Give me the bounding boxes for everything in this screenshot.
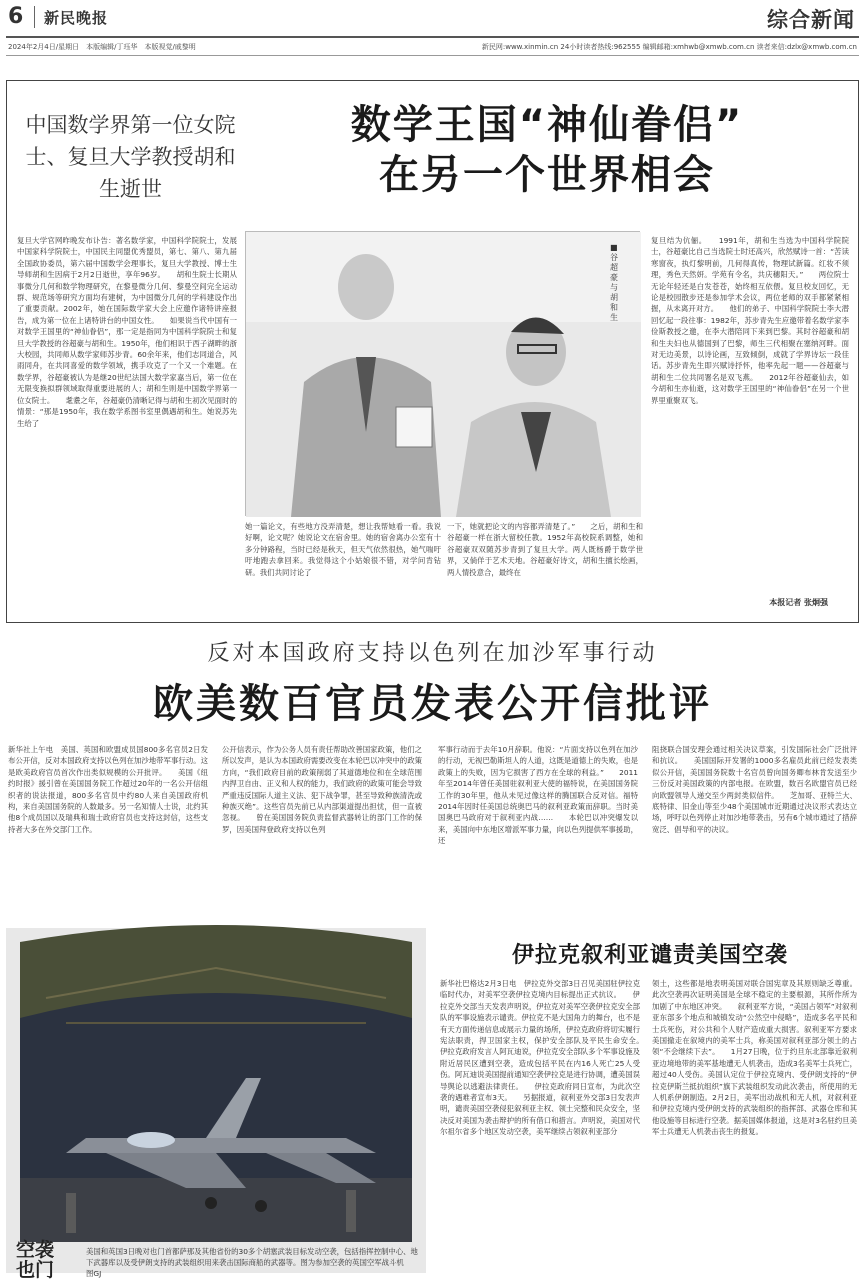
story2-headline: 欧美数百官员发表公开信批评 bbox=[153, 681, 712, 727]
header-rule-thin bbox=[6, 55, 859, 56]
story2-column-3: 军事行动而于去年10月辞职。他说：“片面支持以色列在加沙的行动，无视巴勒斯坦人的人道，这既是道德上的失败，也是政策上的失败，因为它损害了西方在全球的利益。” 2011年至2014年曾任美国驻叙利亚大使的福特说，在美国国务院工作的30年里，他从未见过像这样的腾国联合反对信。福特2014年因时任美国总统奥巴马的叙利亚政策而辞职。当时美国奥巴马政府对于叙利亚内战…… 本轮巴以冲突爆发以来，美国向中东地区增派军事力量，向以色列提供军事援助，还 bbox=[438, 745, 638, 846]
story1-headline-line1: 数学王国“神仙眷侣” bbox=[350, 102, 744, 148]
paper-name: 新民晚报 bbox=[44, 9, 109, 27]
story2-kicker: 反对本国政府支持以色列在加沙军事行动 bbox=[207, 641, 658, 666]
story3-headline: 伊拉克叙利亚谴责美国空袭 bbox=[511, 943, 788, 968]
fighter-photo-caption: 美国和英国3日晚对也门首都萨那及其他省份的30多个胡塞武装目标发动空袭，包括指挥控制中心、地下武器库以及受伊朗支持的武装组织用来袭击国际商船的武器等。图为参加空袭的英国空军战斗机 图GJ bbox=[86, 1247, 426, 1278]
header-divider bbox=[34, 6, 35, 28]
edition-meta: 2024年2月4日/星期日 本版编辑/丁珏华 本版视觉/戚黎明 bbox=[8, 43, 196, 51]
couple-photo-illustration bbox=[246, 232, 641, 517]
story-hu-hesheng bbox=[6, 80, 859, 623]
story2-column-2: 公开信表示，作为公务人员有责任帮助改善国家政策，他们之所以发声，是认为本国政府需要改变在本轮巴以冲突中的政策方向，“我们政府目前的政策削弱了其道德地位和在全球范围内捍卫自由、正义和人权的能力，我们政府的政策可能会导致严重违反国际人道主义法、犯下战争罪，甚至导致种族清洗或种族灭绝”。这些官员先前已从内部渠道提出担忧，但一直被忽视。 曾在美国国务院负责监督武器转让的部门工作的保罗，因美国拜登政府支持以色列 bbox=[222, 745, 422, 834]
story2-column-4: 阻挠联合国安理会通过相关决议草案，引发国际社会广泛批评和抗议。 美国国际开发署的1000多名雇员此前已经发表类似公开信，美国国务院数十名官员曾向国务卿布林肯发送至少三份反对美国政策的内部电报。在欧盟，数百名欧盟官员已经向欧盟领导人递交至少两封类似信件。 芝加哥、亚特兰大、底特律、旧金山等至少48个美国城市近期通过决议形式表达立场，呼吁以色列停止对加沙地带袭击，另有6个城市通过了措辞宽泛、倡导和平的决议。 bbox=[652, 745, 857, 834]
story1-kicker: 中国数学界第一位女院士、复旦大学教授胡和生逝世 bbox=[25, 113, 236, 201]
contact-meta: 新民网:www.xinmin.cn 24小时读者热线:962555 编辑邮箱:xmhwb@xmwb.com.cn 读者来信:dzlx@xmwb.com.cn bbox=[481, 43, 857, 51]
story1-column-1: 复旦大学官网昨晚发布讣告：著名数学家，中国科学院院士，发展中国家科学院院士，中国民主同盟优秀盟员，第七、第八、第九届全国政协委员，第六届中国数学会理事长，复旦大学教授、博士生导师胡和生因病于2月2日逝世，享年96岁。 胡和生院士长期从事微分几何和数学物理研究，在黎曼微分几何、黎曼空间完全运动群、规范场等研究方面均有建树，为中国微分几何的学科建设作出了重要贡献。2002年，她在国际数学家大会上应邀作诸特讲座报告，成为第一位在上诸特讲台的中国女性。 如果说当代中国有一对数学王国里的“神仙眷侣”，那一定是指同为中国科学院院士和复旦大学教授的谷超豪与胡和生。1950年，他们相识于西子湖畔的浙大校园，共同师从数学家师苏步青。60余年来，他们志同道合，风雨同舟，在共同喜爱的数学领域，携手攻克了一个又一个难题。在数学界，谷超豪被认为是继20世纪法国大数学家嘉当后，第一位在无限变换拟群领域取得重要进展的人；胡和生则是中国数学界第一位女院士。 耄耋之年，谷超豪仍清晰记得与胡和生初次见面时的情景：“那是1950年，我在数学系图书室里偶遇胡和生。她说苏先生给了 bbox=[17, 236, 237, 428]
fighter-jet-illustration bbox=[6, 928, 426, 1273]
fighter-jet-photo bbox=[6, 928, 426, 1273]
section-title: 综合新闻 bbox=[767, 8, 855, 32]
story2-column-1: 新华社上午电 美国、英国和欧盟成员国800多名官员2日发布公开信，反对本国政府支持以色列在加沙地带军事行动。这是欧美政府官员首次作出类似规模的公开批评。 美国《纽约时报》援引曾在美国国务院工作超过20年的一名公开信组织者的说法报道，800多名官员中约80人来自美国政府机构，来自美国国务院的人数最多。另一名知情人士说，北约其他8个成员国以及瑞典和瑞士政府官员也支持这封信，这些支持者大多在外交部门工作。 bbox=[8, 745, 208, 834]
story1-headline-line2: 在另一个世界相会 bbox=[379, 152, 715, 198]
story1-column-2: 她一篇论文，有些地方没弄清楚，想让我帮她看一看。我说好啊，论文呢？她说论文在宿舍里。她的宿舍离办公室有十多分钟路程，当时已经是秋天，但天气依然很热，她气喘吁吁地跑去拿回来。我觉得这个小姑娘很不错，对学问肯钻研。我们共同讨论了 bbox=[245, 522, 441, 577]
story1-column-4: 复旦结为伉俪。 1991年，胡和生当选为中国科学院院士，谷超豪比自己当选院士时还高兴，欣然赋诗一首：“苦读寒窗夜，执灯黎明前，几何得真传，物理试新篇。红妆不须理，秀色天然妍。学苑有令名，共庆穗阳天。” 两位院士无论年轻还是白发苍苍，始终相互依偎。复旦校友回忆，无论是校园散步还是参加学术会议，两位老师的双手都紧紧相握，从未离开对方。 他们的弟子、中国科学院院士李大潜回忆起一段往事：1982年，苏步青先生应邀带着名数学家李俭斯教授之邀，在李大潜陪同下来到巴黎。其时谷超豪和胡和生夫妇也从德国到了巴黎，师生三代相聚在塞纳河畔。面对无边美景，以诗论画，互致倾倒，成就了学界诗坛一段佳话。苏步青先生即兴赋诗抒怀，他率先起一题——谷超豪与胡和生二位共同署名是双飞燕。 2012年谷超豪仙去，如今胡和生亦仙逝，这对数学王国里的“神仙眷侣”在另一个世界里重聚双飞。 bbox=[651, 236, 849, 405]
couple-photo-caption: ■ 谷超豪与胡和生 bbox=[610, 243, 618, 322]
page-number: 6 bbox=[8, 4, 24, 29]
story3-column-2: 领土，这些都是地表明美国对联合国宪章及其原则缺乏尊重。此次空袭再次证明美国是全球不稳定的主要根源，其所作所为加剧了中东地区冲突。 叙利亚军方说，“美国占领军”对叙利亚东部多个地点和城镇发动“公然空中侵略”，造成多名平民和士兵死伤，对公共和个人财产造成重大损害。叙利亚军方要求美国撤走在叙境内的美军士兵，称美国对叙利亚部分领土的占领“不会继续下去”。 1月27日晚，位于约旦东北部靠近叙利亚边境地带的美军基地遭无人机袭击，造成3名美军士兵死亡，超过40人受伤。美国认定位于伊拉克境内、受伊朗支持的“伊拉克伊斯兰抵抗组织”旗下武装组织发动此次袭击，所使用的无人机系伊朗制造。2月2日，美军出动战机和无人机，对叙利亚和伊拉克境内受伊朗支持的武装组织的指挥部、武器仓库和其他设施等目标进行空袭。据美国媒体报道，这是对3名驻约旦美军士兵遭无人机袭击丧生的报复。 bbox=[652, 979, 857, 1137]
fighter-photo-label: 空袭也门 bbox=[16, 1239, 55, 1281]
story1-byline: 本报记者 张炯强 bbox=[769, 598, 828, 607]
story1-column-3: 一下，她就把论文的内容都弄清楚了。” 之后，胡和生和谷超豪一样在浙大留校任教。1952年高校院系调整，她和谷超豪双双随苏步青到了复旦大学。两人既杨爵于数学世界，又倘佯于艺术天地。谷超豪好诗文，胡和生擅长绘画，两人情投意合，最终在 bbox=[447, 522, 643, 577]
couple-photo bbox=[245, 231, 640, 516]
header-rule bbox=[6, 36, 859, 38]
story3-column-1: 新华社巴格达2月3日电 伊拉克外交部3日召见美国驻伊拉克临时代办，对美军空袭伊拉克境内目标提出正式抗议。 伊拉克外交部当天发表声明说，伊拉克对美军空袭伊拉克安全部队的军事设施表示谴责。伊拉克不是大国角力的舞台，也不是有天方面传递信息或展示力量的场所，伊拉克政府将切实履行宪法职责，捍卫国家主权，保护安全部队及平民生命安全。 伊拉克政府发言人阿瓦迪说，伊拉克安全部队多个军事设施及附近居民区遭到空袭，造成包括平民在内16人死亡25人受伤。阿瓦迪说美国提前通知空袭伊拉克是进行协调，遭美国误导舆论以逃避法律责任。 伊拉克政府同日宣布，为此次空袭的遇难者宣布3天。 另据报道，叙利亚外交部3日发表声明，谴责美国空袭侵犯叙利亚主权、领土完整和民众安全，坚决反对美国为袭击辩护的所有借口和措言。声明说，美国对代尔祖尔省多个地区发动空袭，美军继续占领叙利亚部分 bbox=[440, 979, 655, 1137]
